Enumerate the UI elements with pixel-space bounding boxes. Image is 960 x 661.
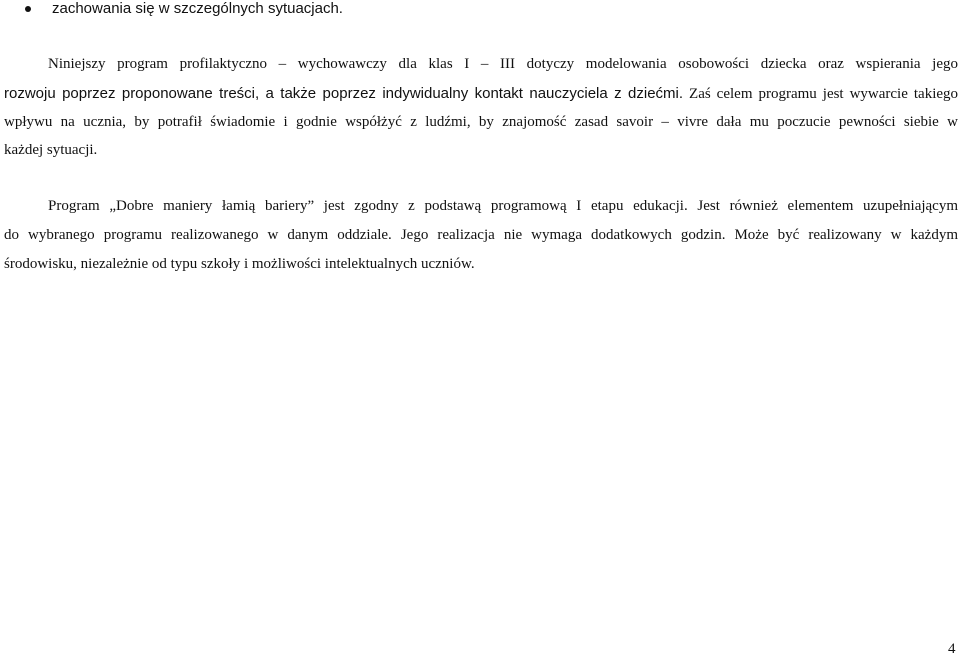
bullet-dot [25, 6, 31, 12]
paragraph-2-line-1: Program „Dobre maniery łamią bariery” jest zgodny z podstawą programową I etapu edukacji. Jest również elementem uzupełniającym [48, 198, 958, 214]
paragraph-1-line-3: wpływu na ucznia, by potrafił świadomie i godnie współżyć z ludźmi, by znajomość zasad savoir – vivre dała mu poczucie pewności siebie w [4, 114, 958, 130]
paragraph-1-line-2-lead: rozwoju poprzez proponowane treści, a także poprzez indywidualny kontakt nauczyciela z dziećmi. [4, 85, 684, 102]
paragraph-1-line-2-tail: Zaś celem programu jest wywarcie takiego [683, 86, 959, 102]
paragraph-1-line-1: Niniejszy program profilaktyczno – wychowawczy dla klas I – III dotyczy modelowania osobowości dziecka oraz wspierania jego [48, 56, 958, 72]
bullet-text: zachowania się w szczególnych sytuacjach. [52, 0, 343, 17]
paragraph-2-line-3: środowisku, niezależnie od typu szkoły i możliwości intelektualnych uczniów. [4, 256, 475, 272]
paragraph-1-line-4: każdej sytuacji. [4, 142, 98, 158]
paragraph-2-line-2: do wybranego programu realizowanego w danym oddziale. Jego realizacja nie wymaga dodatkowych godzin. Może być realizowany w każdym [4, 227, 958, 243]
page-number: 4 [948, 641, 956, 657]
paragraph-1-line-2 [4, 85, 958, 103]
